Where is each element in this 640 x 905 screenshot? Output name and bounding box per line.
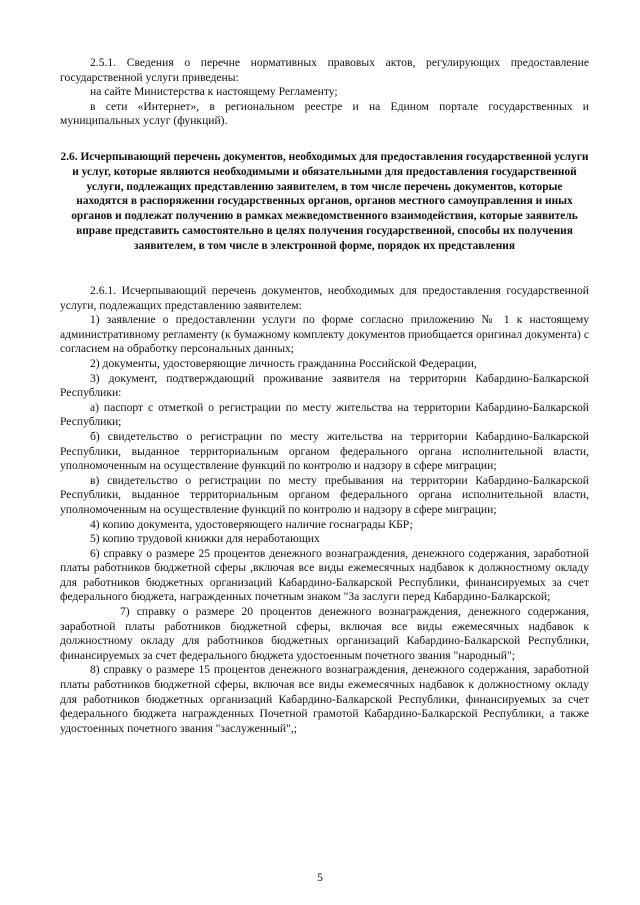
list-item-6: 6) справку о размере 25 процентов денежного вознаграждения, денежного содержания, заработной платы работников бюджетной сферы ,включая все виды ежемесячных надбавок к должностному окладу для работников бюджетных организаций Кабардино-Балкарской Республики, финансируемых за счет федерального бюджета, награжденных почетным знаком "За заслуги перед Кабардино-Балкарской; — [60, 546, 589, 604]
documents-list — [60, 284, 589, 736]
list-item-8: 8) справку о размере 15 процентов денежного вознаграждения, денежного содержания, заработной платы работников бюджетной сферы, включая все виды ежемесячных надбавок к должностному окладу для работников бюджетных организаций Кабардино-Балкарской Республики, финансируемых за счет федерального бюджета награжденных Почетной грамотой Кабардино-Балкарской Республики, а также удостоенных почетного звания "заслуженный",; — [60, 663, 589, 735]
paragraph-2-6-1: 2.6.1. Исчерпывающий перечень документов, необходимых для предоставления государственной услуги, подлежащих представлению заявителем: — [60, 284, 589, 312]
page-number: 5 — [317, 870, 323, 884]
list-item-3v: в) свидетельство о регистрации по месту пребывания на территории Кабардино-Балкарской Республики, выданное территориальным органом федерального органа исполнительной власти, уполномоченным на осуществление функций по контролю и надзору в сфере миграции; — [60, 473, 589, 516]
list-item-3a: а) паспорт с отметкой о регистрации по месту жительства на территории Кабардино-Балкарской Республики; — [60, 400, 589, 429]
list-item-3b: б) свидетельство о регистрации по месту жительства на территории Кабардино-Балкарской Республики, выданное территориальным органом федерального органа исполнительной власти, уполномоченным на осуществление функций по контролю и надзору в сфере миграции; — [60, 429, 589, 473]
list-item-3: 3) документ, подтверждающий проживание заявителя на территории Кабардино-Балкарской Республики: — [60, 371, 589, 400]
paragraph-internet: в сети «Интернет», в региональном реестре и на Едином портале государственных и муниципальных услуг (функций). — [60, 99, 589, 128]
list-item-7: 7) справку о размере 20 процентов денежного вознаграждения, денежного содержания, заработной платы работников бюджетной сферы, включая все виды ежемесячных надбавок к должностному окладу для работников бюджетных организаций Кабардино-Балкарской Республики, финансируемых за счет федерального бюджета удостоенным почетного звания "народный"; — [60, 605, 589, 662]
list-item-5: 5) копию трудовой книжки для неработающих — [90, 532, 320, 546]
paragraph-ministry-site: на сайте Министерства к настоящему Регламенту; — [90, 85, 338, 99]
section-2-5-block — [60, 56, 589, 129]
list-item-4: 4) копию документа, удостоверяющего наличие госнаграды КБР; — [90, 517, 413, 531]
paragraph-2-5-1: 2.5.1. Сведения о перечне нормативных правовых актов, регулирующих предоставление государственной услуги приведены: — [60, 56, 589, 84]
section-heading-2-6: 2.6. Исчерпывающий перечень документов, необходимых для предоставления государственной услуги и услуг, которые являются необходимыми и обязательными для предоставления государственной услуги, подлежащих представлению заявителем, в том числе перечень документов, которые находятся в распоряжении государственных органов, органов местного самоуправления и иных органов и подлежат получению в рамках межведомственного взаимодействия, которые заявитель вправе представить самостоятельно в целях получения государственной, способы их получения заявителем, в том числе в электронной форме, порядок их представления — [60, 151, 589, 252]
list-item-1: 1) заявление о предоставлении услуги по форме согласно приложению № 1 к настоящему административному регламенту (к бумажному комплекту документов приобщается оригинал документа) с согласием на обработку персональных данных; — [60, 313, 589, 356]
list-item-2: 2) документы, удостоверяющие личность гражданина Российской Федерации, — [90, 356, 477, 370]
